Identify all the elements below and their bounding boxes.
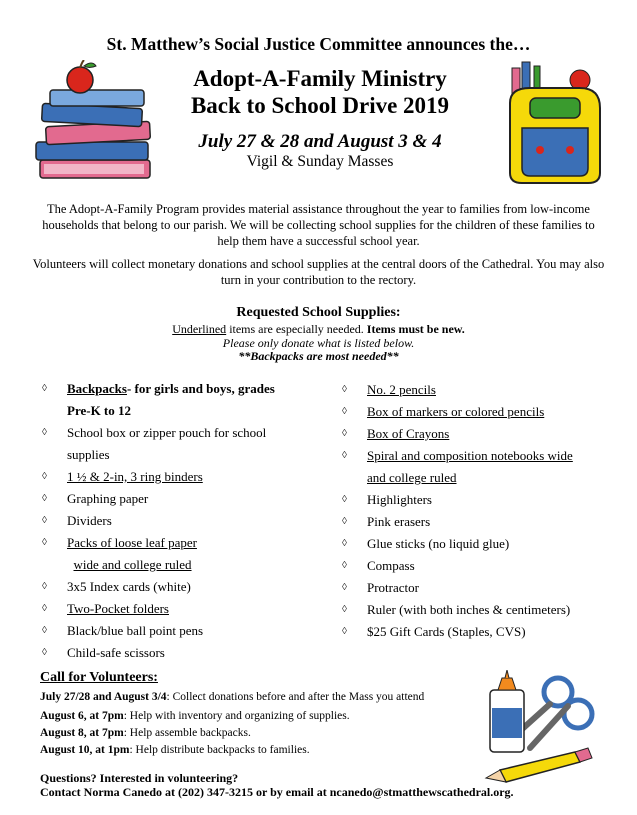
list-item: [342, 401, 622, 423]
slot-when: August 6, at 7pm: [40, 710, 124, 722]
intro-paragraph: The Adopt-A-Family Program provides material assistance throughout the year to families from low-income households that belong to our parish. We will be collecting school supplies for the children of these families to help them have a successful school year.: [42, 202, 595, 248]
bullet-icon: ◊: [342, 494, 347, 505]
item-label: Dividers: [67, 513, 112, 528]
list-item: [42, 510, 332, 532]
bullet-icon: ◊: [342, 538, 347, 549]
drive-dates: July 27 & 28 and August 3 & 4: [198, 131, 442, 152]
bullet-icon: ◊: [342, 428, 347, 439]
glue-scissors-pencil-icon: [470, 670, 600, 790]
bullet-icon: ◊: [342, 626, 347, 637]
list-item: [42, 620, 332, 642]
list-item: [42, 576, 332, 598]
list-item: [42, 598, 332, 620]
bullet-icon: ◊: [42, 625, 47, 636]
list-item: [342, 445, 622, 489]
bullet-icon: ◊: [42, 383, 47, 394]
item-label: School box or zipper pouch for school: [67, 425, 267, 440]
dropoff-paragraph: Volunteers will collect monetary donations and school supplies at the central doors of the Cathedral. You may also turn in your contribution to the rectory.: [32, 257, 605, 287]
title-line-2: Back to School Drive 2019: [190, 93, 450, 118]
item-label: Protractor: [367, 580, 419, 595]
item-label: Box of markers or colored pencils: [367, 404, 545, 419]
books-apple-icon: [32, 60, 162, 185]
volunteers-heading: Call for Volunteers:: [40, 670, 158, 685]
list-item: [342, 379, 622, 401]
item-label: Pink erasers: [367, 514, 431, 529]
bullet-icon: ◊: [342, 582, 347, 593]
contact-line: Contact Norma Canedo at (202) 347-3215 or by email at ncanedo@stmatthewscathedral.org.: [40, 785, 514, 799]
must-be-new: Items must be new.: [366, 322, 465, 336]
slot-what: : Help with inventory and organizing of supplies.: [123, 710, 350, 722]
supplies-heading: Requested School Supplies:: [236, 305, 401, 320]
bullet-icon: ◊: [42, 603, 47, 614]
item-label: Graphing paper: [67, 491, 149, 506]
bullet-icon: ◊: [42, 647, 47, 658]
volunteer-slot: [40, 690, 424, 704]
item-label: Backpacks: [67, 381, 127, 396]
list-item: [342, 489, 622, 511]
list-item: [342, 423, 622, 445]
supplies-right-column: [342, 379, 622, 643]
list-item: [342, 511, 622, 533]
bullet-icon: ◊: [342, 450, 347, 461]
bullet-icon: ◊: [42, 515, 47, 526]
list-item: [342, 533, 622, 555]
bullet-icon: ◊: [342, 516, 347, 527]
item-label: Ruler (with both inches & centimeters): [367, 602, 571, 617]
slot-what: : Help assemble backpacks.: [123, 727, 251, 739]
item-label: Two-Pocket folders: [67, 601, 169, 616]
item-label-rest: - for girls and boys, grades: [126, 381, 275, 396]
list-item: [342, 577, 622, 599]
list-item: [342, 621, 622, 643]
bullet-icon: ◊: [342, 384, 347, 395]
item-label: Box of Crayons: [367, 426, 450, 441]
list-item: [342, 599, 622, 621]
note-text: items are especially needed.: [226, 322, 367, 336]
list-item: [42, 422, 332, 466]
donate-note: Please only donate what is listed below.: [222, 336, 415, 350]
item-label: Highlighters: [367, 492, 432, 507]
questions-line: Questions? Interested in volunteering?: [40, 771, 239, 785]
bullet-icon: ◊: [42, 493, 47, 504]
bullet-icon: ◊: [42, 581, 47, 592]
item-label-line2: and college ruled: [367, 470, 457, 485]
underlined-word: Underlined: [172, 322, 227, 336]
volunteer-slot: [40, 743, 310, 757]
item-label: No. 2 pencils: [367, 382, 436, 397]
title-line-1: Adopt-A-Family Ministry: [193, 66, 447, 91]
item-label: 1 ½ & 2-in, 3 ring binders: [67, 469, 203, 484]
slot-when: August 10, at 1pm: [40, 744, 130, 756]
item-label-line2: wide and college ruled: [73, 557, 192, 572]
bullet-icon: ◊: [42, 537, 47, 548]
slot-what: : Help distribute backpacks to families.: [129, 744, 310, 756]
bullet-icon: ◊: [42, 427, 47, 438]
supplies-note: [0, 322, 637, 337]
item-label: Black/blue ball point pens: [67, 623, 204, 638]
item-label-line2: Pre-K to 12: [67, 403, 132, 418]
masses-subtitle: Vigil & Sunday Masses: [246, 153, 394, 170]
item-label: Child-safe scissors: [67, 645, 165, 660]
item-label: Spiral and composition notebooks wide: [367, 448, 573, 463]
slot-what: : Collect donations before and after the Mass you attend: [166, 691, 425, 703]
volunteer-slot: [40, 709, 350, 723]
backpacks-note: **Backpacks are most needed**: [238, 349, 399, 363]
list-item: [42, 488, 332, 510]
list-item: [42, 642, 332, 664]
list-item: [42, 378, 332, 422]
item-label: $25 Gift Cards (Staples, CVS): [367, 624, 526, 639]
supplies-left-column: [42, 378, 332, 664]
bullet-icon: ◊: [42, 471, 47, 482]
list-item: [342, 555, 622, 577]
list-item: [42, 532, 332, 576]
volunteer-slot: [40, 726, 251, 740]
item-label: Glue sticks (no liquid glue): [367, 536, 510, 551]
bullet-icon: ◊: [342, 406, 347, 417]
list-item: [42, 466, 332, 488]
bullet-icon: ◊: [342, 604, 347, 615]
item-label: Compass: [367, 558, 415, 573]
slot-when: August 8, at 7pm: [40, 727, 124, 739]
slot-when: July 27/28 and August 3/4: [40, 691, 167, 703]
backpack-icon: [500, 58, 610, 188]
bullet-icon: ◊: [342, 560, 347, 571]
announcement-line: St. Matthew’s Social Justice Committee announces the…: [106, 34, 531, 54]
item-label: 3x5 Index cards (white): [67, 579, 191, 594]
item-label: Packs of loose leaf paper: [67, 535, 197, 550]
item-label-line2: supplies: [67, 447, 110, 462]
